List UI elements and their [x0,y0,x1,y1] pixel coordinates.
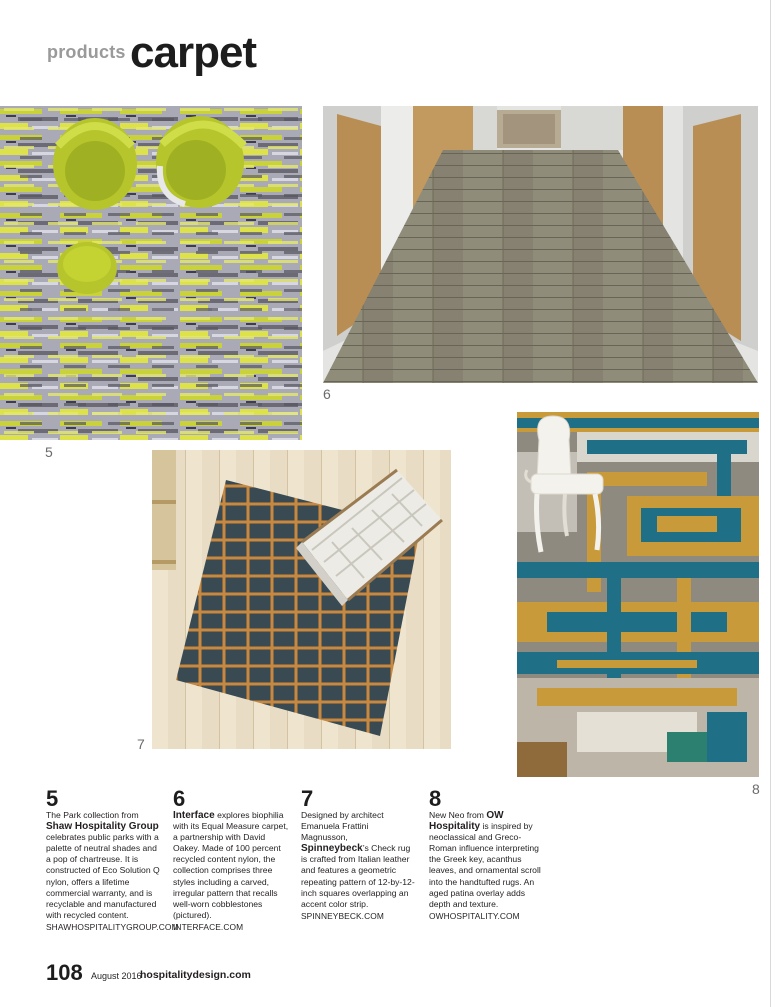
section-label: products [47,42,126,62]
photo-6-interface-hallway [323,106,758,383]
item-body: is inspired by neoclassical and Greco-Roman influence interpreting the Greek key, acanthus leaves, and ornamental scroll into the handtufted rugs. An aged patina overlay adds depth and texture. [429,821,541,909]
photo-5-shaw-carpet [0,106,302,440]
item-description [301,810,417,922]
item-number: 8 [429,786,442,811]
item-number: 7 [301,786,314,811]
item-company: Shaw Hospitality Group [46,821,159,833]
chair-1 [53,118,137,210]
item-description [429,810,545,922]
ottoman [57,242,117,294]
item-company: Spinneybeck [301,843,363,855]
item-url-link[interactable]: INTERFACE.COM [173,921,244,932]
photo-7-spinneybeck-rug [152,450,451,749]
page-edge [770,0,771,1007]
item-7 [301,788,417,922]
item-company: Interface [173,810,215,821]
item-6 [173,788,289,933]
item-intro: Designed by architect Emanuela Frattini Magnusson, [301,810,384,843]
chair-2 [156,116,244,208]
photo-6-label: 6 [323,386,331,402]
photo-6-illustration [323,106,758,383]
item-company: OW Hospitality [429,810,504,833]
item-number: 6 [173,786,186,811]
item-body: ’s Check rug is crafted from Italian leather and features a geometric repeating pattern of 12-by-12-inch squares overlapping an accent color strip. [301,843,415,909]
photo-7-illustration [152,450,451,749]
item-number: 5 [46,786,59,811]
item-url-link[interactable]: SHAWHOSPITALITYGROUP.COM [46,921,179,932]
page-number: 108 [46,960,83,985]
issue-date: August 2016 [91,971,142,981]
item-url-link[interactable]: OWHOSPITALITY.COM [429,910,520,921]
item-url-link[interactable]: SPINNEYBECK.COM [301,910,384,921]
item-5 [46,786,179,933]
item-intro: The Park collection from [46,810,139,820]
photo-8-illustration [517,412,759,777]
photo-5-label: 5 [45,444,53,460]
page-title: carpet [130,28,257,77]
photo-8-label: 8 [752,781,760,797]
item-description [46,810,179,933]
photo-7-label: 7 [137,736,145,752]
item-8 [429,788,545,922]
item-description [173,810,289,933]
photo-8-ow-rug [517,412,759,777]
photo-5-illustration [0,106,302,440]
site-link[interactable]: hospitalitydesign.com [140,969,251,981]
item-intro: New Neo from [429,810,484,820]
item-body: celebrates public parks with a palette of neutral shades and a pop of chartreuse. It is constructed of Eco Solution Q nylon, offers a lifetime commercial warranty, and is recyclable and manufactured with recycled content. [46,832,160,920]
item-body: explores biophilia with its Equal Measure carpet, a partnership with David Oakey. Made of 100 percent recycled content nylon, the collection comprises three styles including a carved, irregular pattern that recalls well-worn cobblestones (pictured). [173,810,289,920]
